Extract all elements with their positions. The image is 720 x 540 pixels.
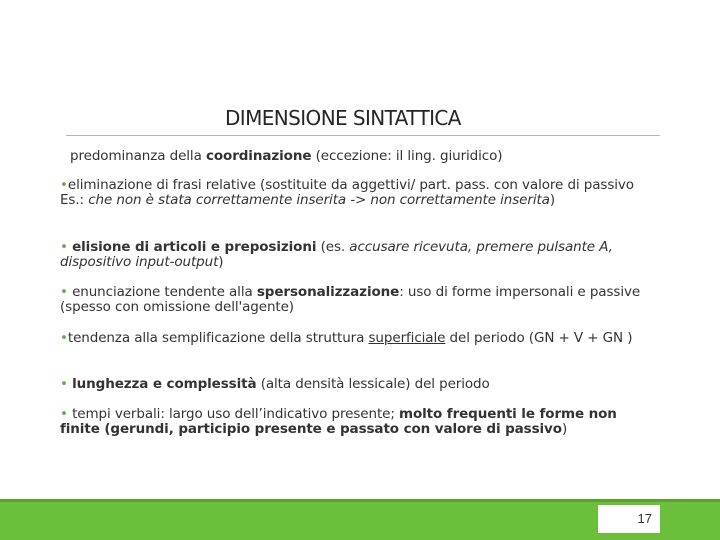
text-run: spersonalizzazione bbox=[256, 284, 400, 300]
page-number: 17 bbox=[637, 511, 652, 526]
text-run: molto frequenti le forme non finite (gerundi, participio presente e passato con valore di passivo bbox=[60, 406, 622, 437]
title-divider bbox=[66, 135, 660, 136]
text-run: superficiale bbox=[368, 330, 446, 346]
paragraph-1 bbox=[60, 178, 660, 208]
text-run: che non è stata correttamente inserita -> non correttamente inserita bbox=[88, 192, 550, 208]
text-run: lunghezza e complessità bbox=[72, 376, 257, 392]
footer-bar bbox=[0, 499, 720, 540]
paragraph-0 bbox=[70, 149, 670, 164]
text-run: predominanza della bbox=[70, 148, 206, 164]
text-run: accusare ricevuta, premere pulsante A, dispositivo input-output bbox=[60, 239, 617, 270]
text-run: (eccezione: il ling. giuridico) bbox=[311, 148, 503, 164]
paragraph-4 bbox=[60, 331, 660, 346]
paragraph-5 bbox=[60, 377, 660, 392]
text-run: del periodo (GN + V + GN ) bbox=[445, 330, 633, 346]
page-number-box bbox=[598, 505, 660, 533]
paragraph-2 bbox=[60, 240, 660, 270]
slide-title: DIMENSIONE SINTATTICA bbox=[225, 106, 461, 130]
paragraph-6 bbox=[60, 407, 660, 437]
footer-accent-line bbox=[0, 499, 720, 502]
text-run: (es. bbox=[316, 239, 350, 255]
text-run: tendenza alla semplificazione della struttura bbox=[67, 330, 369, 346]
text-run: enunciazione tendente alla bbox=[67, 284, 257, 300]
bullet-icon: • bbox=[60, 330, 68, 346]
bullet-icon: • bbox=[60, 177, 68, 193]
bullet-icon: • bbox=[60, 239, 68, 255]
text-run: ) bbox=[561, 421, 568, 437]
text-run: eliminazione di frasi relative (sostituite da aggettivi/ part. pass. con valore di passivo Es.: bbox=[60, 177, 639, 208]
text-run: coordinazione bbox=[205, 148, 312, 164]
text-run: elisione di articoli e preposizioni bbox=[72, 239, 317, 255]
bullet-icon: • bbox=[60, 376, 68, 392]
text-run: tempi verbali: largo uso dell’indicativo presente; bbox=[67, 406, 399, 422]
bullet-icon: • bbox=[60, 284, 68, 300]
text-run: ) bbox=[218, 254, 224, 270]
paragraph-3 bbox=[60, 285, 660, 315]
text-run: (alta densità lessicale) del periodo bbox=[256, 376, 490, 392]
text-run: : uso di forme impersonali e passive (spesso con omissione dell'agente) bbox=[60, 284, 645, 315]
bullet-icon: • bbox=[60, 406, 68, 422]
text-run: ) bbox=[549, 192, 556, 208]
